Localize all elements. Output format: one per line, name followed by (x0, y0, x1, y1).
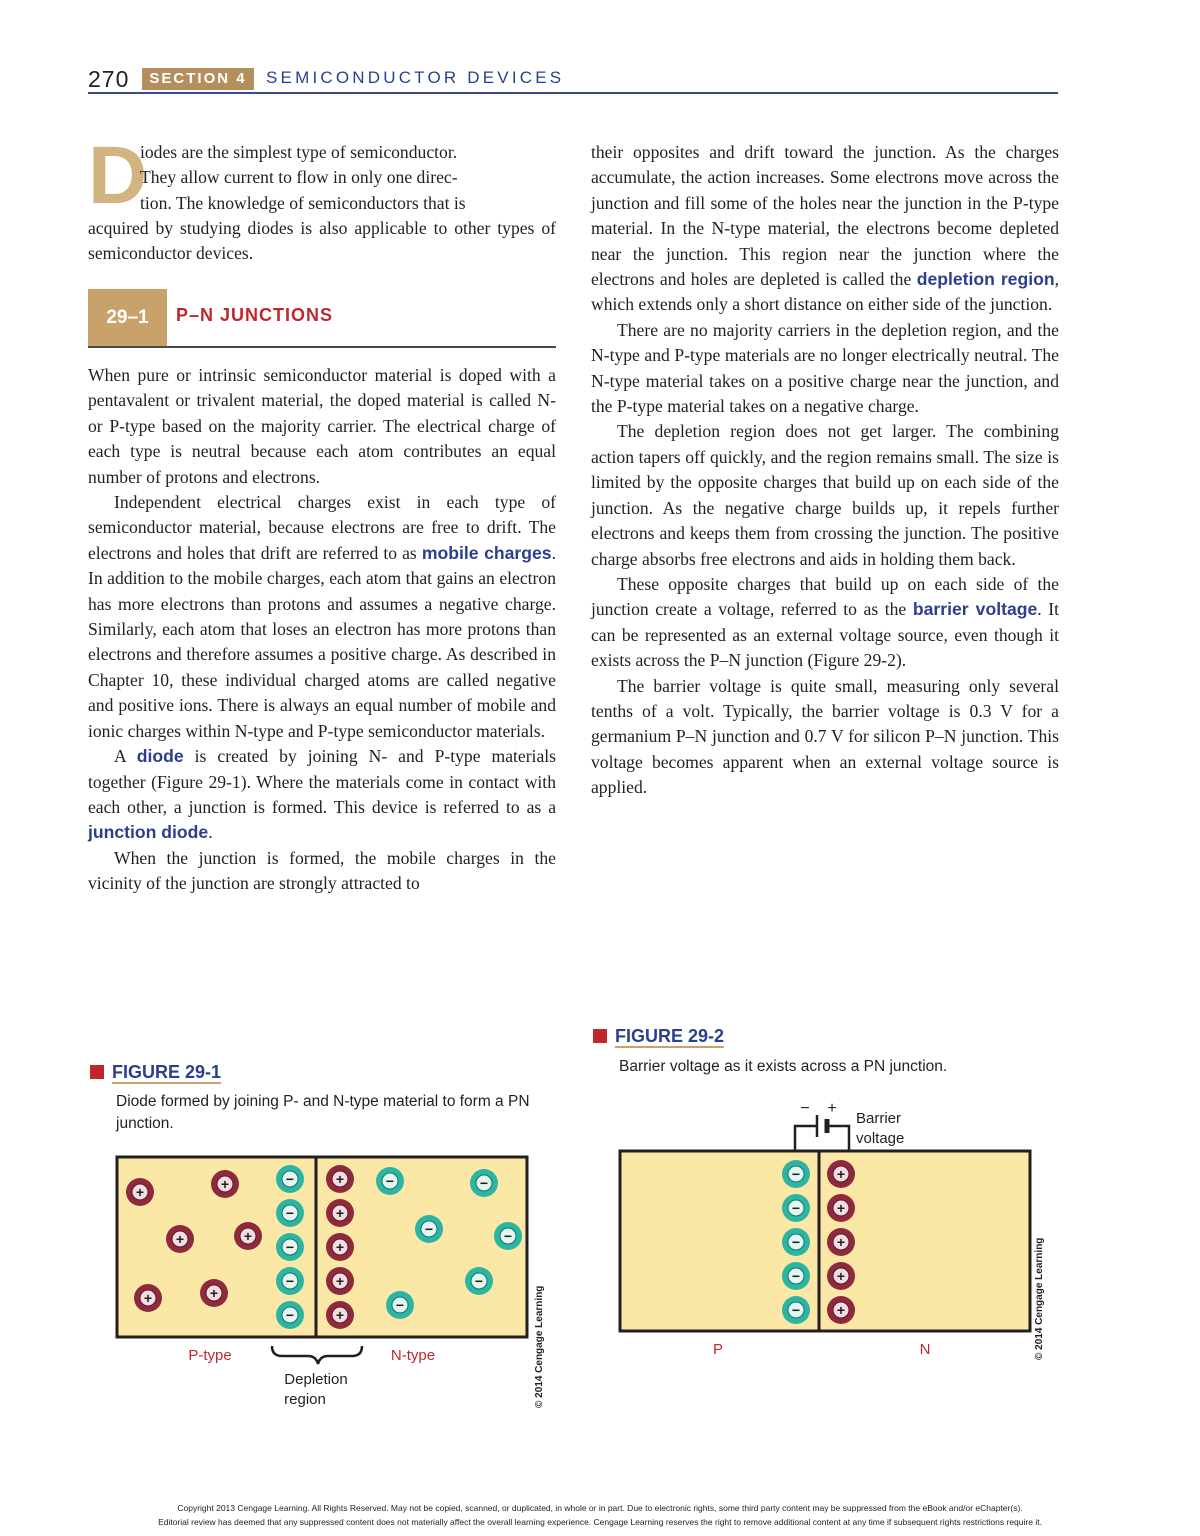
negative-ion-icon (494, 1222, 522, 1250)
p-label: P (712, 1341, 724, 1358)
svg-text:+: + (836, 1302, 846, 1318)
svg-text:−: − (791, 1268, 801, 1284)
svg-text:+: + (135, 1184, 145, 1200)
svg-text:−: − (424, 1221, 434, 1237)
section-rule (88, 346, 556, 348)
n-type-label: N-type (390, 1347, 436, 1364)
n-label: N (919, 1341, 931, 1358)
positive-ion-icon (326, 1301, 354, 1329)
negative-ion-icon (782, 1228, 810, 1256)
svg-text:−: − (479, 1175, 489, 1191)
negative-ion-icon (415, 1215, 443, 1243)
negative-ion-icon (782, 1296, 810, 1324)
svg-text:−: − (285, 1307, 295, 1323)
paragraph: Independent electrical charges exist in each type of semiconductor material, because electrons are free to drift. The electrons and holes that drift are referred to as mobile charges. In addition to the mobile charges, each atom that gains an electron has more electrons than protons and assumes a negative charge. Similarly, each atom that loses an electron has more protons than electrons and therefore assumes a positive charge. As described in Chapter 10, these individual charged atoms are called negative and positive ions. There is always an equal number of mobile and ionic charges within N-type and P-type semiconductor materials. (88, 492, 556, 741)
svg-text:+: + (836, 1234, 846, 1250)
depletion-brace (272, 1346, 362, 1364)
svg-text:+: + (836, 1268, 846, 1284)
intro-line-1: iodes are the simplest type of semiconductor. (140, 142, 458, 162)
svg-text:+: + (836, 1200, 846, 1216)
figure-2-diagram (600, 1098, 1050, 1368)
key-term: mobile charges (421, 542, 552, 563)
figure-1-label: FIGURE 29-1 (90, 1062, 221, 1083)
positive-ion-icon (827, 1296, 855, 1324)
barrier-voltage-label: Barrier (856, 1110, 902, 1127)
positive-ion-icon (126, 1178, 154, 1206)
battery-minus: − (800, 1100, 810, 1117)
svg-text:+: + (243, 1228, 253, 1244)
page-number: 270 (88, 66, 130, 92)
svg-text:−: − (474, 1273, 484, 1289)
negative-ion-icon (276, 1199, 304, 1227)
positive-ion-icon (326, 1233, 354, 1261)
figure-2-credit: © 2014 Cengage Learning (1034, 1237, 1045, 1360)
svg-text:−: − (285, 1205, 295, 1221)
negative-ion-icon (470, 1169, 498, 1197)
svg-text:−: − (791, 1166, 801, 1182)
svg-text:−: − (285, 1239, 295, 1255)
intro-first-lines (140, 140, 556, 216)
intro-line-3: tion. The knowledge of semiconductors that is (140, 192, 466, 213)
key-term: depletion region (916, 269, 1055, 290)
svg-text:+: + (335, 1307, 345, 1323)
depletion-label: region (284, 1391, 326, 1408)
header-rule (88, 92, 1058, 94)
section-label: SECTION 4 (142, 68, 254, 90)
barrier-wire (795, 1126, 849, 1150)
positive-ion-icon (211, 1170, 239, 1198)
svg-text:−: − (791, 1302, 801, 1318)
negative-ion-icon (276, 1233, 304, 1261)
svg-text:−: − (395, 1297, 405, 1313)
paragraph: These opposite charges that build up on each side of the junction create a voltage, referred to as the barrier voltage. It can be represented as an external voltage source, even though it exists across the P–N junction (Figure 29-2). (591, 573, 1059, 671)
svg-text:+: + (335, 1239, 345, 1255)
paragraph: When pure or intrinsic semiconductor material is doped with a pentavalent or trivalent material, the doped material is called N- or P-type based on the majority carrier. The electrical charge of each type is neutral because each atom contributes an equal number of protons and electrons. (88, 365, 556, 487)
figure-2-caption: Barrier voltage as it exists across a PN junction. (619, 1058, 948, 1075)
svg-text:−: − (503, 1228, 513, 1244)
positive-ion-icon (234, 1222, 262, 1250)
key-term: barrier voltage (912, 599, 1038, 620)
figure-1-credit: © 2014 Cengage Learning (534, 1285, 545, 1408)
figure-1-caption: Diode formed by joining P- and N-type material to form a PN junction. (116, 1093, 530, 1132)
positive-ion-icon (827, 1160, 855, 1188)
positive-ion-icon (827, 1262, 855, 1290)
section-title: SEMICONDUCTOR DEVICES (266, 68, 565, 87)
svg-text:+: + (143, 1290, 153, 1306)
positive-ion-icon (166, 1225, 194, 1253)
figure-1-diagram (100, 1150, 560, 1420)
copyright-line: Editorial review has deemed that any suppressed content does not materially affect the overall learning experience. Cengage Learning reserves the right to remove additional content at any time if subsequent rights restrictions require it. (158, 1517, 1042, 1527)
drop-cap: D (88, 130, 148, 221)
barrier-voltage-label: voltage (856, 1130, 905, 1147)
paragraph: The barrier voltage is quite small, measuring only several tenths of a volt. Typically, the barrier voltage is 0.3 V for a germanium P–N junction and 0.7 V for silicon P–N junction. This voltage becomes apparent when an external voltage source is applied. (591, 675, 1059, 798)
section-heading: P–N JUNCTIONS (176, 305, 334, 325)
positive-ion-icon (134, 1284, 162, 1312)
svg-text:+: + (335, 1171, 345, 1187)
positive-ion-icon (326, 1267, 354, 1295)
positive-ion-icon (200, 1279, 228, 1307)
svg-text:+: + (335, 1273, 345, 1289)
svg-text:−: − (791, 1200, 801, 1216)
positive-ion-icon (326, 1199, 354, 1227)
negative-ion-icon (376, 1167, 404, 1195)
svg-text:−: − (385, 1173, 395, 1189)
svg-text:−: − (285, 1171, 295, 1187)
pn-material-block (620, 1151, 1030, 1331)
paragraph: When the junction is formed, the mobile charges in the vicinity of the junction are strongly attracted to (88, 847, 556, 894)
paragraph: A diode is created by joining N- and P-type materials together (Figure 29-1). Where the materials come in contact with each other, a junction is formed. This device is referred to as a junction diode. (88, 746, 556, 843)
svg-text:+: + (836, 1166, 846, 1182)
svg-text:+: + (209, 1285, 219, 1301)
paragraph: their opposites and drift toward the junction. As the charges accumulate, the action increases. Some electrons move across the junction and fill some of the holes near the junction in the P-type material. In the N-type material, the electrons become depleted near the junction. This region near the junction where the electrons and holes are depleted is called the depletion region, which extends only a short distance on either side of the junction. (591, 142, 1059, 315)
negative-ion-icon (782, 1194, 810, 1222)
svg-text:+: + (220, 1176, 230, 1192)
intro-rest (88, 216, 556, 267)
figure-2-label: FIGURE 29-2 (593, 1026, 724, 1047)
negative-ion-icon (465, 1267, 493, 1295)
left-column (88, 363, 556, 897)
negative-ion-icon (276, 1267, 304, 1295)
negative-ion-icon (276, 1301, 304, 1329)
right-column (591, 140, 1059, 801)
positive-ion-icon (827, 1194, 855, 1222)
section-number: 29–1 (88, 289, 167, 346)
positive-ion-icon (326, 1165, 354, 1193)
copyright-line: Copyright 2013 Cengage Learning. All Rights Reserved. May not be copied, scanned, or duplicated, in whole or in part. Due to electronic rights, some third party content may be suppressed from the eBook and/or eChapter(s). (177, 1503, 1023, 1513)
negative-ion-icon (276, 1165, 304, 1193)
paragraph: There are no majority carriers in the depletion region, and the N-type and P-type materials are no longer electrically neutral. The N-type material takes on a positive charge near the junction, and the P-type material takes on a negative charge. (591, 319, 1059, 417)
svg-text:−: − (791, 1234, 801, 1250)
paragraph: The depletion region does not get larger. The combining action tapers off quickly, and the region remains small. The size is limited by the opposite charges that build up on each side of the junction. As the negative charge builds up, it repels further electrons and keeps them from crossing the junction. The positive charge absorbs free electrons and aids in holding them back. (591, 421, 1059, 569)
svg-text:+: + (335, 1205, 345, 1221)
key-term: diode (136, 746, 184, 767)
intro-paragraph: acquired by studying diodes is also applicable to other types of semiconductor devices. (88, 218, 556, 264)
key-term: junction diode (88, 822, 209, 843)
svg-text:+: + (175, 1231, 185, 1247)
depletion-label: Depletion (284, 1371, 348, 1388)
negative-ion-icon (782, 1160, 810, 1188)
positive-ion-icon (827, 1228, 855, 1256)
battery-plus: + (827, 1100, 837, 1117)
p-type-label: P-type (188, 1347, 232, 1364)
intro-line-2: They allow current to flow in only one direc- (140, 167, 458, 188)
svg-text:−: − (285, 1273, 295, 1289)
negative-ion-icon (386, 1291, 414, 1319)
negative-ion-icon (782, 1262, 810, 1290)
